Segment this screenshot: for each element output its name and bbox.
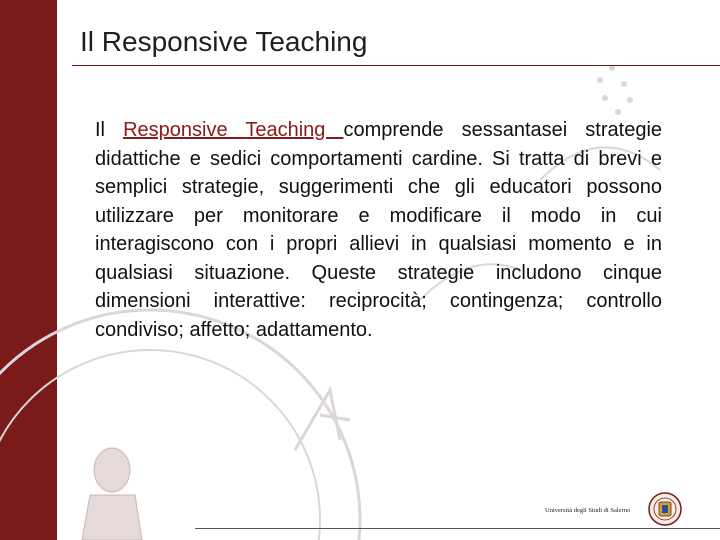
body-text-intro: Il [95, 119, 124, 141]
footer-university-name: Università degli Studi di Salerno [545, 507, 631, 514]
title-divider [72, 65, 720, 66]
footer-divider [195, 528, 720, 529]
teaching-link[interactable]: Teaching [245, 119, 344, 141]
responsive-link[interactable]: Responsive [123, 119, 246, 141]
body-paragraph [95, 116, 662, 344]
slide-title: Il Responsive Teaching [80, 26, 368, 57]
university-seal-icon [648, 492, 682, 526]
body-text-rest: comprende sessantasei strategie didattiche e sedici comportamenti cardine. Si tratta di brevi e semplici strategie, suggerimenti che gli educatori possono utilizzare per monitorare e modificare il modo in cui interagiscono con i propri allievi in qualsiasi momento e in qualsiasi situazione. Queste strategie includono cinque dimensioni interattive: reciprocità; contingenza; controllo condiviso; affetto; adattamento. [95, 119, 663, 341]
